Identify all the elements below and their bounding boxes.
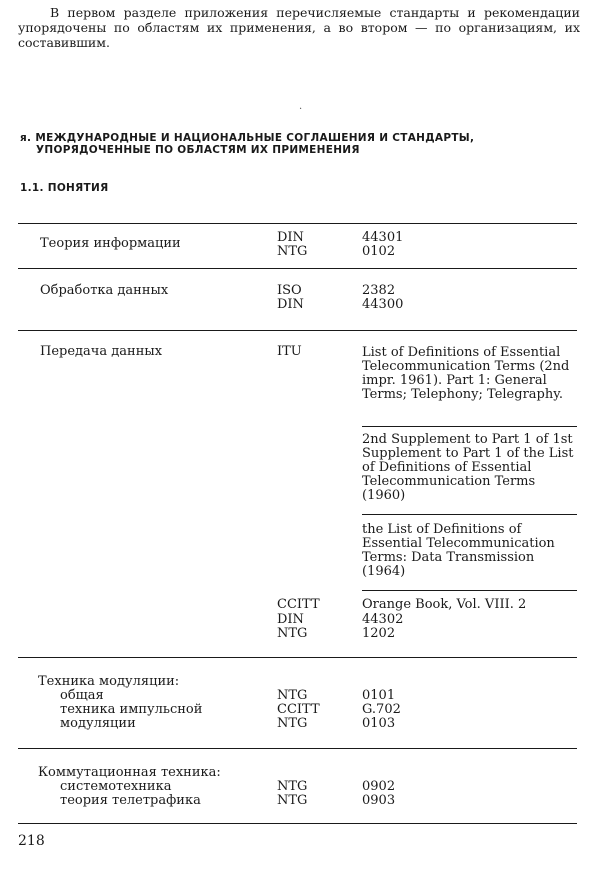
document-title: List of Definitions of Essential Telecommunication Terms (2nd impr. 1961). Part 1: General Terms; Telephony; Telegraphy. (362, 345, 570, 402)
org-cell: NTG (277, 779, 308, 794)
code-cell: 0102 (362, 244, 396, 259)
org-cell: ISO (277, 283, 302, 298)
field-data-processing: Обработка данных (40, 283, 169, 298)
org-cell: DIN (277, 612, 304, 627)
section-title-line2: УПОРЯДОЧЕННЫЕ ПО ОБЛАСТЯМ ИХ ПРИМЕНЕНИЯ (36, 143, 360, 156)
org-cell: NTG (277, 244, 308, 259)
code-cell: 44301 (362, 230, 404, 245)
table-rule (18, 657, 577, 658)
section-title-line1: МЕЖДУНАРОДНЫЕ И НАЦИОНАЛЬНЫЕ СОГЛАШЕНИЯ И СТАНДАРТЫ, (35, 132, 475, 144)
table-rule (18, 330, 577, 331)
stray-dot: . (299, 101, 303, 112)
field-switching: Коммутационная техника: (38, 765, 221, 780)
code-cell: 1202 (362, 626, 396, 641)
field-data-transmission: Передача данных (40, 344, 163, 359)
section-number: я. (20, 132, 32, 144)
subfield-label: системотехника (60, 779, 172, 794)
document-divider (362, 514, 577, 515)
code-cell: 0101 (362, 688, 396, 703)
subsection-title: 1.1. ПОНЯТИЯ (20, 182, 109, 194)
document-title: the List of Definitions of Essential Telecommunication Terms: Data Transmission (1964) (362, 522, 555, 579)
code-cell: G.702 (362, 702, 401, 717)
subfield-label: общая (60, 688, 104, 703)
table-rule (18, 268, 577, 269)
table-rule-bottom (18, 823, 577, 824)
org-cell: CCITT (277, 702, 320, 717)
code-cell: 44300 (362, 297, 404, 312)
table-rule-top (18, 223, 577, 224)
org-cell: NTG (277, 688, 308, 703)
code-cell: 44302 (362, 612, 404, 627)
subfield-label: модуляции (60, 716, 136, 731)
document-divider (362, 590, 577, 591)
code-cell: 0902 (362, 779, 396, 794)
page-number: 218 (18, 833, 45, 849)
subfield-label: техника импульсной (60, 702, 203, 717)
subfield-label: теория телетрафика (60, 793, 201, 808)
document-title: 2nd Supplement to Part 1 of 1st Supplement to Part 1 of the List of Definitions of Essential Telecommunication Terms (1960) (362, 432, 574, 503)
code-cell: 2382 (362, 283, 396, 298)
section-heading (20, 133, 540, 156)
org-cell: DIN (277, 297, 304, 312)
code-cell: 0903 (362, 793, 396, 808)
field-modulation: Техника модуляции: (38, 674, 180, 689)
org-cell: DIN (277, 230, 304, 245)
document-divider (362, 426, 577, 427)
table-rule (18, 748, 577, 749)
org-cell: NTG (277, 626, 308, 641)
code-cell: 0103 (362, 716, 396, 731)
code-cell: Orange Book, Vol. VIII. 2 (362, 597, 527, 612)
org-cell: NTG (277, 793, 308, 808)
field-information-theory: Теория информации (40, 236, 181, 251)
org-cell: CCITT (277, 597, 320, 612)
org-cell: NTG (277, 716, 308, 731)
org-cell: ITU (277, 344, 302, 359)
intro-paragraph: В первом разделе приложения перечисляемые стандарты и рекомендации упорядочены по областям их применения, а во втором — по организациям, их составившим. (18, 5, 580, 50)
